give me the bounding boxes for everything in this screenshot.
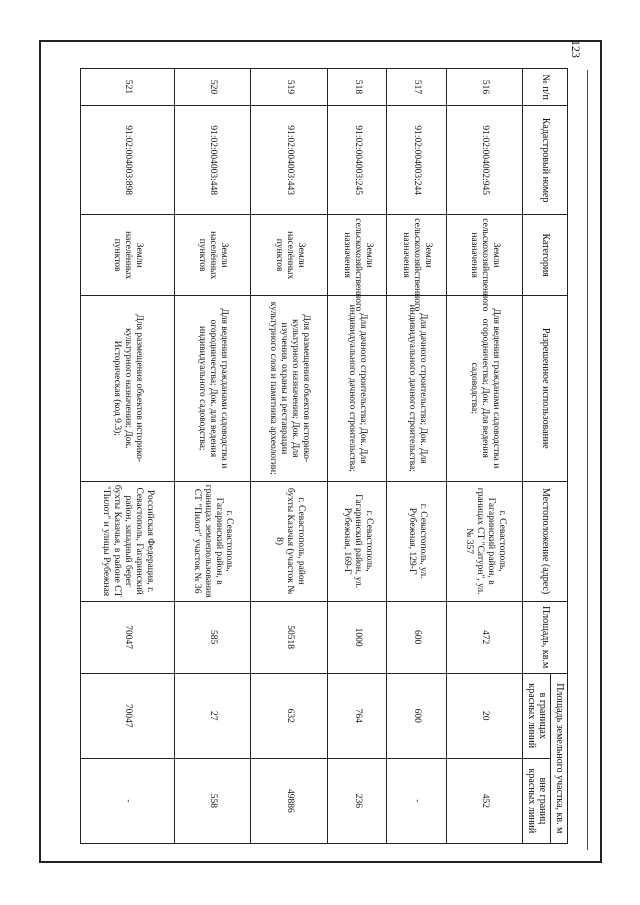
header-inside: в границах красных линий	[523, 673, 551, 758]
cell-outside: 236	[328, 758, 387, 843]
cell-no: 519	[251, 69, 328, 106]
header-cadastral: Кадастровый номер	[523, 106, 568, 215]
cell-use: Для размещения объектов историко-культурного назначения; Док. Для изучения, охраны и реставрации культурного слоя и памятника археологии;	[251, 296, 328, 482]
cell-outside: -	[81, 758, 175, 843]
header-no: № п/п	[523, 69, 568, 106]
cell-no: 521	[81, 69, 175, 106]
cell-area: 70047	[81, 601, 175, 673]
land-plots-table	[80, 68, 568, 844]
cell-outside: 49886	[251, 758, 328, 843]
cell-area: 472	[446, 601, 523, 673]
cell-location: г. Севастополь, Гагаринский район, в границах СТ "Сатурн", ул. № 357	[446, 481, 523, 601]
cell-cadastral: 91:02:004003:448	[174, 106, 251, 215]
cell-location: г. Севастополь, район бухты Казачья (участок № 8)	[251, 481, 328, 601]
cell-inside: 632	[251, 673, 328, 758]
cell-outside: 452	[446, 758, 523, 843]
cell-no: 517	[387, 69, 446, 106]
rotated-table-container	[80, 68, 568, 844]
cell-cadastral: 91:02:004002:945	[446, 106, 523, 215]
header-use: Разрешенное использование	[523, 296, 568, 482]
cell-location: г. Севастополь, Гагаринский район, ул. Рубежная, 169-Г	[328, 481, 387, 601]
cell-category: Земли сельскохозяйственного назначения	[328, 215, 387, 296]
cell-use: Для ведения гражданами садоводства и огородничества; Док. Для ведения садоводства;	[446, 296, 523, 482]
cell-cadastral: 91:02:004003:898	[81, 106, 175, 215]
header-outside: вне границ красных линий	[523, 758, 551, 843]
page-number: 123	[569, 40, 583, 58]
cell-location: Российская Федерация, г. Севастополь, Гагаринский район, западный берег бухты Казачья, в районе СТ "Пилот" и улицы Рубежная	[81, 481, 175, 601]
header-row	[551, 69, 568, 844]
cell-inside: 27	[174, 673, 251, 758]
cell-inside: 764	[328, 673, 387, 758]
cell-cadastral: 91:02:004003:245	[328, 106, 387, 215]
table-row	[328, 69, 387, 844]
cell-cadastral: 91:02:004003:443	[251, 106, 328, 215]
cell-category: Земли населённых пунктов	[251, 215, 328, 296]
cell-no: 520	[174, 69, 251, 106]
cell-outside: 558	[174, 758, 251, 843]
header-category: Категория	[523, 215, 568, 296]
header-area: Площадь, кв.м	[523, 601, 568, 673]
table-row	[81, 69, 175, 844]
cell-inside: 20	[446, 673, 523, 758]
cell-use: Для размещения объектов историко-культурного назначения; Док. Историческая (код 9.3);	[81, 296, 175, 482]
cell-area: 50518	[251, 601, 328, 673]
cell-area: 600	[387, 601, 446, 673]
cell-use: Для ведения гражданами садоводства и огородничества; Док. для ведения индивидуального садоводства;	[174, 296, 251, 482]
header-plot-area: Площадь земельного участка, кв. м	[551, 673, 568, 843]
cell-cadastral: 91:02:004003:244	[387, 106, 446, 215]
cell-area: 585	[174, 601, 251, 673]
cell-category: Земли сельскохозяйственного назначения	[387, 215, 446, 296]
table-row	[251, 69, 328, 844]
cell-category: Земли населённых пунктов	[174, 215, 251, 296]
cell-outside: -	[387, 758, 446, 843]
cell-no: 516	[446, 69, 523, 106]
cell-inside: 70047	[81, 673, 175, 758]
cell-no: 518	[328, 69, 387, 106]
table-row	[446, 69, 523, 844]
cell-area: 1000	[328, 601, 387, 673]
cell-category: Земли населённых пунктов	[81, 215, 175, 296]
footer-rule	[587, 70, 588, 850]
header-location: Местоположение (адрес)	[523, 481, 568, 601]
cell-location: г. Севастополь, ул. Рубежная, 129-Г	[387, 481, 446, 601]
cell-category: Земли сельскохозяйственного назначения	[446, 215, 523, 296]
cell-use: Для дачного строительства; Док. Для индивидуального дачного строительства;	[387, 296, 446, 482]
cell-location: г. Севастополь, Гагаринский район, в границах землепользования СТ "Пилот" участок № 36	[174, 481, 251, 601]
table-row	[387, 69, 446, 844]
table-row	[174, 69, 251, 844]
cell-inside: 600	[387, 673, 446, 758]
cell-use: Для дачного строительства; Док. Для индивидуального дачного строительства;	[328, 296, 387, 482]
